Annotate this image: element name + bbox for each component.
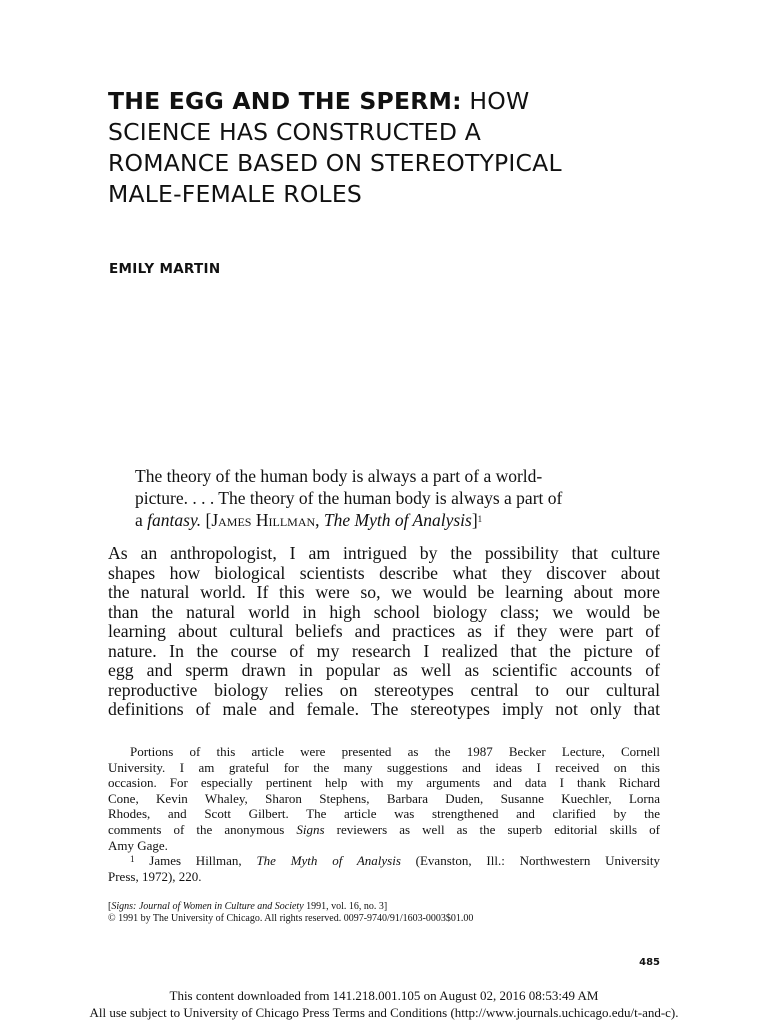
title-line-1: THE EGG AND THE SPERM: HOW	[108, 87, 530, 115]
article-title	[108, 86, 668, 210]
note-signs-journal: Signs	[296, 821, 325, 837]
epigraph	[135, 465, 645, 531]
title-bold-part: THE EGG AND THE SPERM:	[108, 87, 462, 115]
download-notice: This content downloaded from 141.218.001.105 on August 02, 2016 08:53:49 AM	[169, 988, 599, 1003]
terms-notice: All use subject to University of Chicago Press Terms and Conditions (http://www.journals.uchicago.edu/t-and-c).	[89, 1005, 679, 1020]
body-line: definitions of male and female. The stereotypes imply not only that	[108, 699, 660, 719]
note-line: occasion. For especially pertinent help with my arguments and data I thank Richard	[108, 775, 660, 791]
epigraph-line-1: The theory of the human body is always a part of a world-	[135, 466, 543, 486]
epigraph-line-2: picture. . . . The theory of the human body is always a part of	[135, 488, 563, 508]
note-line: Rhodes, and Scott Gilbert. The article was strengthened and clarified by the	[108, 806, 660, 822]
footnote-1: $^1$ James Hillman, The Myth of Analysis (Evanston, Ill.: Northwestern University	[130, 853, 660, 869]
body-line: learning about cultural beliefs and practices as if they were part of	[108, 621, 660, 641]
note-line: Amy Gage.	[108, 837, 168, 853]
epigraph-line-3: a fantasy. [James Hillman, The Myth of Analysis]$^1$	[135, 510, 483, 530]
note-line: comments of the anonymous Signs reviewers as well as the superb editorial skills of	[108, 821, 660, 837]
note-line: Press, 1972), 220.	[108, 868, 202, 884]
footnote-book-title: The Myth of Analysis	[256, 853, 401, 869]
note-line: University. I am grateful for the many suggestions and ideas I received on this	[108, 759, 660, 775]
body-line: egg and sperm drawn in popular as well as scientific accounts of	[108, 660, 660, 680]
title-line-4: MALE-FEMALE ROLES	[108, 180, 362, 208]
note-line: Portions of this article were presented as the 1987 Becker Lecture, Cornell	[130, 744, 660, 759]
body-line: reproductive biology relies on stereotypes central to our cultural	[108, 679, 660, 700]
title-line-2: SCIENCE HAS CONSTRUCTED A	[108, 118, 482, 146]
download-footer	[0, 987, 768, 1021]
body-line: the natural world. If this were so, we would be learning about more	[108, 582, 660, 602]
epigraph-attribution-author: James Hillman	[211, 510, 316, 530]
journal-citation: [Signs: Journal of Women in Culture and Society 1991, vol. 16, no. 3]	[108, 901, 388, 912]
journal-name: Signs: Journal of Women in Culture and Society	[111, 901, 304, 912]
footnote-ref-1[interactable]: 1	[477, 514, 483, 524]
body-line: shapes how biological scientists describe what they discover about	[108, 562, 660, 583]
body-paragraph	[108, 544, 660, 720]
author-name: EMILY MARTIN	[109, 261, 221, 277]
footnote-marker: 1	[130, 854, 135, 865]
publication-info	[108, 901, 668, 924]
epigraph-attribution-book: The Myth of Analysis	[323, 510, 472, 530]
note-line: Cone, Kevin Whaley, Sharon Stephens, Barbara Duden, Susanne Kuechler, Lorna	[108, 790, 660, 806]
body-line: than the natural world in high school biology class; we would be	[108, 601, 660, 622]
body-line: nature. In the course of my research I realized that the picture of	[108, 640, 660, 661]
footnotes	[108, 744, 660, 884]
copyright-line: © 1991 by The University of Chicago. All rights reserved. 0097-9740/91/1603-0003$01.00	[108, 912, 474, 924]
body-line: As an anthropologist, I am intrigued by the possibility that culture	[108, 543, 660, 563]
epigraph-fantasy: fantasy.	[147, 510, 202, 530]
title-line-3: ROMANCE BASED ON STEREOTYPICAL	[108, 149, 562, 177]
page-number: 485	[639, 957, 660, 968]
